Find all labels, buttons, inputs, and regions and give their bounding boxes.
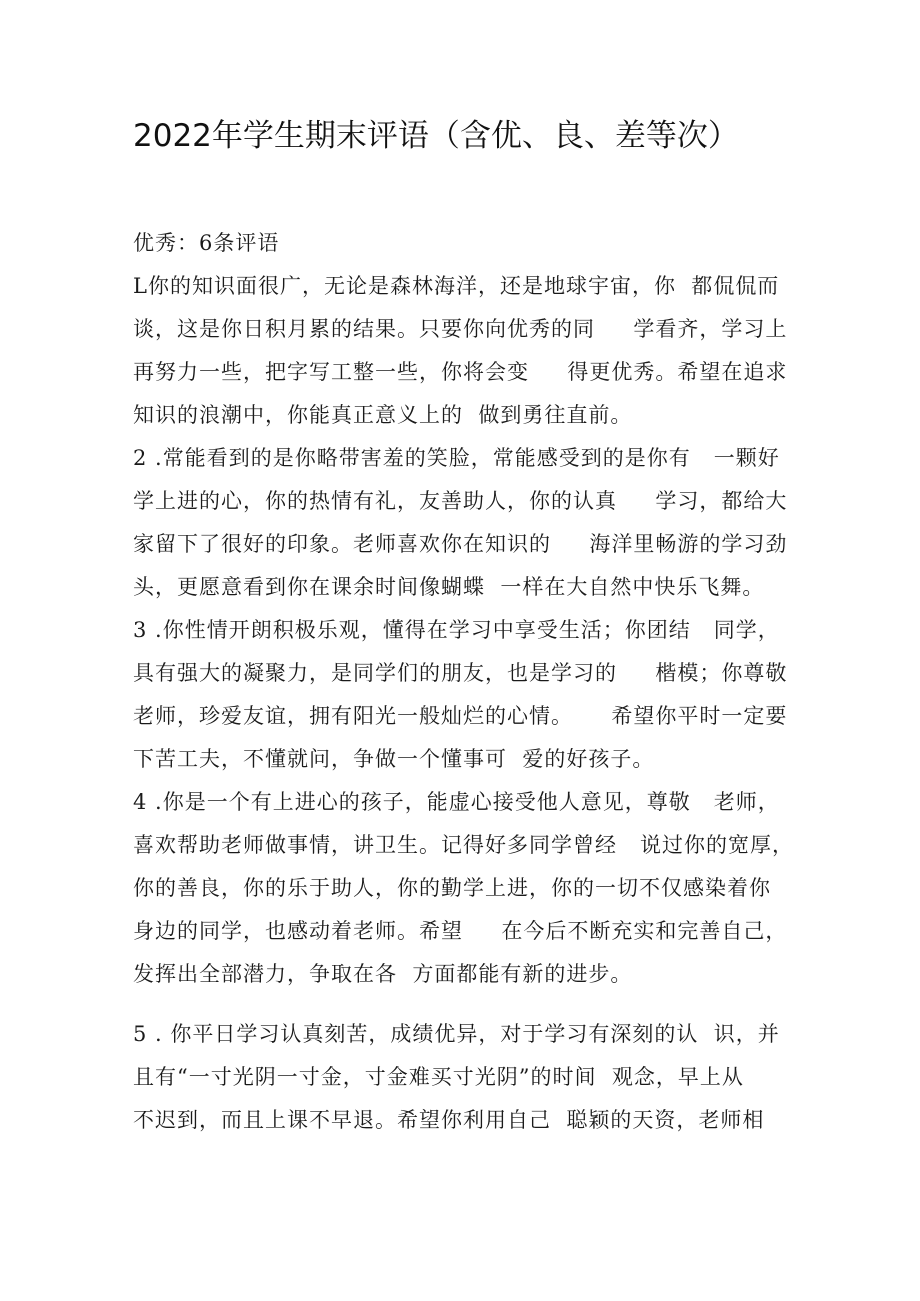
comment-item-1	[133, 265, 813, 437]
comment-line: 老师，珍爱友谊，拥有阳光一般灿烂的心情。 希望你平时一定要	[133, 704, 788, 728]
comment-line: 家留下了很好的印象。老师喜欢你在知识的 海洋里畅游的学习劲	[133, 532, 788, 556]
comment-line: 喜欢帮助老师做事情，讲卫生。记得好多同学曾经 说过你的宽厚，	[133, 833, 795, 857]
comment-line: 学上进的心，你的热情有礼，友善助人，你的认真 学习，都给大	[133, 489, 788, 513]
comment-line: L你的知识面很广，无论是森林海洋，还是地球宇宙，你 都侃侃而	[133, 274, 780, 298]
comment-line: 具有强大的凝聚力，是同学们的朋友，也是学习的 楷模；你尊敬	[133, 661, 788, 685]
comment-line: 下苦工夫，不懂就问，争做一个懂事可 爱的好孩子。	[133, 747, 655, 771]
comment-line: 2 .常能看到的是你略带害羞的笑脸，常能感受到的是你有 一颗好	[133, 446, 780, 470]
section-heading-excellent	[133, 222, 813, 265]
comment-line: 不迟到，而且上课不早退。希望你利用自己 聪颖的天资，老师相	[133, 1108, 765, 1132]
comment-line: 5 . 你平日学习认真刻苦，成绩优异，对于学习有深刻的认 识，并	[133, 1022, 780, 1046]
comment-item-5	[133, 1013, 813, 1142]
comment-item-3	[133, 609, 813, 781]
comment-line: 再努力一些，把字写工整一些，你将会变 得更优秀。希望在追求	[133, 360, 788, 384]
comment-line: 谈，这是你日积月累的结果。只要你向优秀的同 学看齐，学习上	[133, 317, 788, 341]
comment-line: 4 .你是一个有上进心的孩子，能虚心接受他人意见，尊敬 老师，	[133, 790, 780, 814]
comment-item-4	[133, 781, 813, 996]
comment-line: 发挥出全部潜力，争取在各 方面都能有新的进步。	[133, 962, 633, 986]
section-heading-text: 优秀：6条评语	[133, 231, 280, 255]
comment-item-2	[133, 437, 813, 609]
comment-line: 头，更愿意看到你在课余时间像蝴蝶 一样在大自然中快乐飞舞。	[133, 575, 765, 599]
comment-line: 3 .你性情开朗积极乐观，懂得在学习中享受生活；你团结 同学，	[133, 618, 780, 642]
document-title: 2022年学生期末评语（含优、良、差等次）	[133, 118, 739, 154]
comment-line: 知识的浪潮中，你能真正意义上的 做到勇往直前。	[133, 403, 633, 427]
comment-line: 你的善良，你的乐于助人，你的勤学上进，你的一切不仅感染着你	[133, 876, 771, 900]
comment-line: 身边的同学，也感动着老师。希望 在今后不断充实和完善自己，	[133, 919, 788, 943]
comment-line: 且有“一寸光阴一寸金，寸金难买寸光阴”的时间 观念，早上从	[133, 1065, 744, 1089]
